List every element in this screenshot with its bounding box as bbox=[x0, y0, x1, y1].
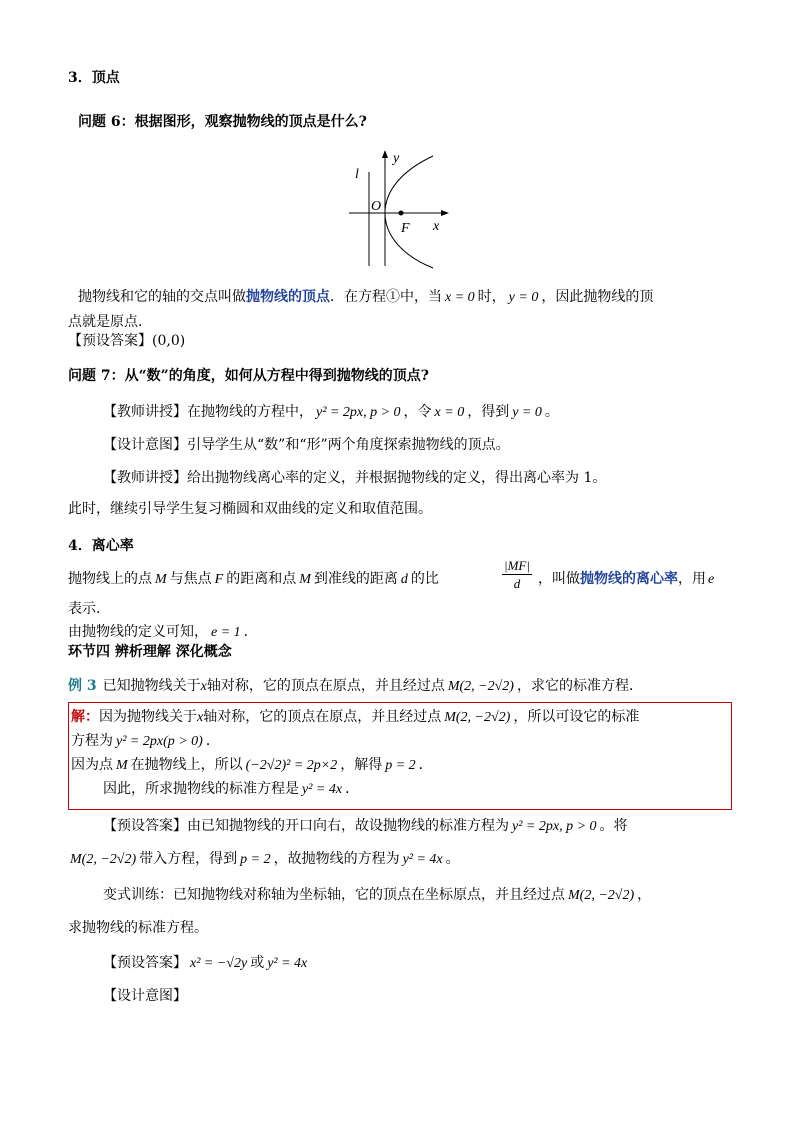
solution-line2 bbox=[71, 731, 220, 752]
example-3-text-2: 轴对称，它的顶点在原点，并且经过点 bbox=[206, 678, 445, 694]
solution-line1 bbox=[71, 707, 639, 728]
ecc-text-3: 的距离和点 bbox=[226, 571, 297, 587]
solution-line3-text-3: ，解得 bbox=[340, 757, 383, 773]
ecc-text-1: 抛物线上的点 bbox=[68, 571, 152, 587]
y-label: y bbox=[393, 151, 400, 166]
eccentricity-line1 bbox=[68, 569, 439, 590]
answer-3-text-4: ，故抛物线的方程为 bbox=[273, 851, 400, 867]
solution-line4 bbox=[103, 779, 359, 800]
design-intent-1 bbox=[103, 435, 510, 455]
answer-3-point: M(2, −2√2) bbox=[70, 852, 137, 867]
teacher-2-text: 给出抛物线离心率的定义，并根据抛物线的定义，得出离心率为 1。 bbox=[187, 470, 607, 486]
solution-line3 bbox=[71, 755, 433, 776]
solution-line3-m: M bbox=[116, 758, 128, 773]
solution-line3-text-1: 因为点 bbox=[71, 757, 113, 773]
ecc-m-1: M bbox=[155, 572, 167, 587]
solution-line4-end: ． bbox=[345, 781, 360, 797]
example-3-text-3: ，求它的标准方程． bbox=[516, 678, 643, 694]
teacher-lecture-2 bbox=[103, 468, 606, 488]
example-3 bbox=[68, 676, 643, 697]
answer-3-eq-2: p = 2 bbox=[240, 852, 271, 867]
eccentricity-line2: 表示． bbox=[68, 601, 110, 617]
example-3-label: 例 3 bbox=[68, 678, 97, 694]
solution-text-1: 因为抛物线关于 bbox=[99, 709, 197, 725]
vertex-eq-2: y = 0 bbox=[508, 290, 539, 305]
solution-line4-text: 因此，所求抛物线的标准方程是 bbox=[103, 781, 299, 797]
solution-line2-eq: y² = 2px(p > 0) bbox=[116, 734, 203, 749]
solution-line3-text-2: 在抛物线上，所以 bbox=[130, 757, 243, 773]
answer-variant-eq-2: y² = 4x bbox=[267, 956, 308, 971]
example-3-text-1: 已知抛物线关于 bbox=[102, 678, 201, 694]
focus-point bbox=[399, 211, 404, 216]
ecc-f: F bbox=[214, 572, 224, 587]
teacher-1-eq-3: y = 0 bbox=[512, 405, 542, 420]
answer-3-eq-1: y² = 2px, p > 0 bbox=[512, 819, 597, 834]
ecc-line3-end: ． bbox=[243, 624, 258, 640]
mf-over-d-fraction bbox=[502, 558, 532, 593]
section-3-heading: 3．顶点 bbox=[68, 70, 120, 86]
example-3-point: M(2, −2√2) bbox=[447, 679, 514, 694]
focus-label: F bbox=[401, 221, 410, 236]
fraction-numerator: |MF| bbox=[504, 558, 530, 573]
teacher-1-eq-2: x = 0 bbox=[434, 405, 465, 420]
vertex-eq-1: x = 0 bbox=[445, 290, 475, 305]
solution-x: x bbox=[197, 710, 204, 725]
design-1-label: 【设计意图】 bbox=[103, 437, 187, 453]
vertex-paragraph-line2: 点就是原点． bbox=[68, 314, 152, 330]
x-label: x bbox=[433, 219, 440, 234]
answer-variant bbox=[103, 953, 310, 974]
teacher-lecture-1 bbox=[103, 402, 559, 423]
ecc-d: d bbox=[400, 572, 408, 587]
variant-text-2: ， bbox=[637, 887, 652, 903]
ecc-text-7: ，用 bbox=[678, 571, 706, 587]
solution-point: M(2, −2√2) bbox=[444, 710, 511, 725]
answer-variant-eq-1: x² = −√2y bbox=[190, 956, 248, 971]
parabola-figure bbox=[345, 148, 455, 270]
solution-text-3: ，所以可设它的标准 bbox=[513, 709, 640, 725]
question-6 bbox=[78, 112, 367, 132]
answer-3-line1 bbox=[103, 816, 628, 837]
solution-text-2: 轴对称，它的顶点在原点，并且经过点 bbox=[203, 709, 442, 725]
example-3-x: x bbox=[200, 679, 207, 694]
ecc-line3-eq: e = 1 bbox=[211, 625, 241, 640]
vertex-text-1: 抛物线和它的轴的交点叫做 bbox=[78, 289, 246, 305]
ecc-text-6: ，叫做 bbox=[538, 571, 580, 587]
answer-3-text-3: 带入方程，得到 bbox=[139, 851, 238, 867]
vertex-text-4: ，因此抛物线的顶 bbox=[541, 289, 654, 305]
solution-line2-end: ． bbox=[205, 733, 220, 749]
design-1-text: 引导学生从“数”和“形”两个角度探索抛物线的顶点。 bbox=[187, 437, 510, 453]
answer-variant-or: 或 bbox=[250, 955, 265, 971]
teacher-1-text-4: 。 bbox=[544, 404, 559, 420]
answer-variant-label: 【预设答案】 bbox=[103, 955, 187, 971]
l-label: l bbox=[355, 167, 359, 182]
answer-3-label: 【预设答案】 bbox=[103, 818, 187, 834]
teacher-2-label: 【教师讲授】 bbox=[103, 470, 187, 486]
answer-3-text-2: 。将 bbox=[599, 818, 628, 834]
answer-3-text-5: 。 bbox=[445, 851, 460, 867]
variant-text-1: 变式训练：已知抛物线对称轴为坐标轴，它的顶点在坐标原点，并且经过点 bbox=[103, 887, 565, 903]
solution-label: 解： bbox=[71, 709, 99, 725]
variant-point: M(2, −2√2) bbox=[568, 888, 635, 903]
question-7: 问题 7：从“数”的角度，如何从方程中得到抛物线的顶点? bbox=[68, 368, 429, 384]
solution-line4-eq: y² = 4x bbox=[302, 782, 343, 797]
question-6-label: 问题 6： bbox=[78, 114, 135, 130]
ecc-text-2: 与焦点 bbox=[169, 571, 212, 587]
origin-label: O bbox=[371, 199, 382, 214]
vertex-text-3: 时， bbox=[477, 289, 506, 305]
solution-line3-eq: (−2√2)² = 2p×2 bbox=[245, 758, 338, 773]
teacher-1-label: 【教师讲授】 bbox=[103, 404, 187, 420]
solution-line3-p: p = 2 bbox=[385, 758, 416, 773]
ecc-text-5: 的比 bbox=[410, 571, 439, 587]
ecc-term: 抛物线的离心率 bbox=[580, 571, 678, 587]
solution-line3-end: ． bbox=[418, 757, 433, 773]
teacher-1-text-3: ，得到 bbox=[467, 404, 510, 420]
ecc-text-4: 到准线的距离 bbox=[313, 571, 398, 587]
vertex-term: 抛物线的顶点 bbox=[246, 289, 330, 305]
y-axis-arrow bbox=[382, 150, 388, 158]
vertex-text-2: ．在方程①中，当 bbox=[330, 289, 442, 305]
vertex-paragraph-line1 bbox=[78, 287, 653, 308]
question-6-text: 根据图形，观察抛物线的顶点是什么? bbox=[134, 114, 367, 130]
solution-line2-text: 方程为 bbox=[71, 733, 113, 749]
eccentricity-line3 bbox=[68, 622, 258, 643]
answer-3-line2 bbox=[70, 849, 460, 870]
continue-text: 此时，继续引导学生复习椭圆和双曲线的定义和取值范围。 bbox=[68, 501, 432, 517]
variant-line1 bbox=[103, 885, 651, 906]
fraction-denominator: d bbox=[513, 576, 521, 591]
answer-3-eq-3: y² = 4x bbox=[402, 852, 443, 867]
teacher-1-text-1: 在抛物线的方程中， bbox=[187, 404, 313, 420]
teacher-1-eq-1: y² = 2px, p > 0 bbox=[316, 405, 401, 420]
parabola-curve bbox=[385, 156, 433, 268]
answer-3-text-1: 由已知抛物线的开口向右，故设抛物线的标准方程为 bbox=[187, 818, 509, 834]
variant-line2: 求抛物线的标准方程。 bbox=[68, 920, 208, 936]
design-intent-2: 【设计意图】 bbox=[103, 988, 187, 1004]
ecc-e: e bbox=[708, 572, 715, 587]
section-4-heading: 4．离心率 bbox=[68, 538, 134, 554]
teacher-1-text-2: ，令 bbox=[403, 404, 432, 420]
answer-6: 【预设答案】(0,0) bbox=[68, 333, 186, 349]
x-axis-arrow bbox=[441, 210, 449, 216]
eccentricity-line1-end bbox=[538, 569, 714, 590]
link-4-heading: 环节四 辨析理解 深化概念 bbox=[68, 644, 232, 660]
ecc-line3-text: 由抛物线的定义可知， bbox=[68, 624, 208, 640]
ecc-m-2: M bbox=[299, 572, 311, 587]
